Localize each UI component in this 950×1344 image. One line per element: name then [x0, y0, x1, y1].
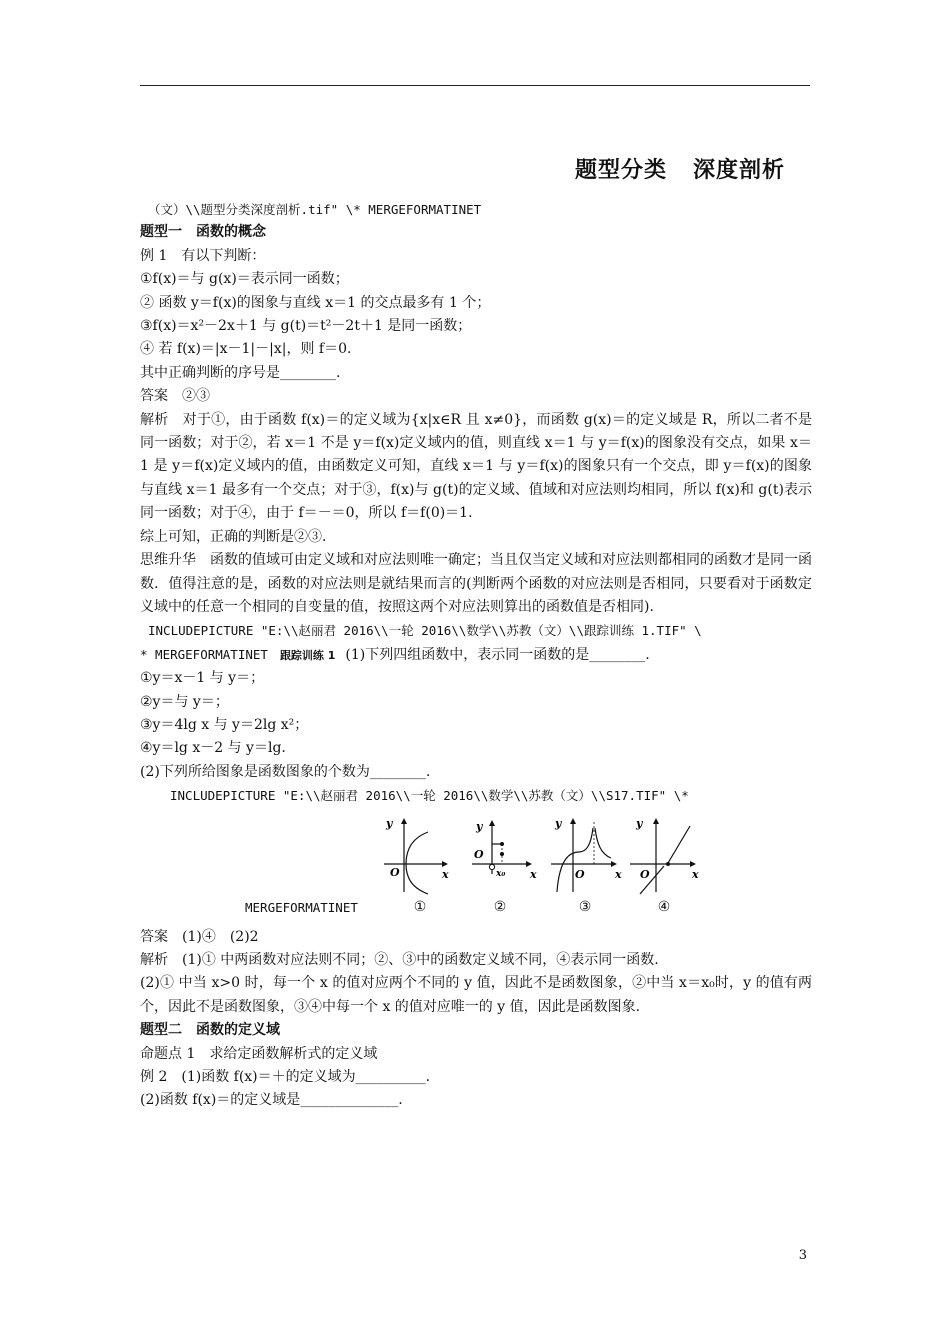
graph-2-caption: ②: [493, 898, 507, 915]
conclusion-1: 综上可知，正确的判断是②③.: [140, 528, 327, 545]
section-heading: [575, 153, 785, 184]
y-arrow-icon: [401, 818, 407, 824]
graph-3-svg: [545, 814, 625, 898]
answer-1: 答案 ②③: [140, 388, 210, 405]
x-label: x: [442, 867, 449, 881]
option-2: ②y＝与 y＝；: [140, 693, 229, 710]
x-arrow-icon: [442, 861, 448, 867]
statement-2: ② 函数 y＝f(x)的图象与直线 x＝1 的交点最多有 1 个；: [140, 294, 491, 311]
graph-2: [460, 814, 540, 918]
graph-3-caption: ③: [578, 898, 592, 915]
y-arrow-icon: [570, 818, 576, 824]
statement-4: ④ 若 f(x)＝|x－1|－|x|，则 f＝0.: [140, 341, 352, 358]
includepicture-line-2: INCLUDEPICTURE "E:\\赵丽君 2016\\一轮 2016\\数学\\苏教（文）\\S17.TIF" \*: [170, 788, 689, 804]
example-2-q1: 例 2 (1)函数 f(x)＝＋的定义域为__________.: [140, 1069, 431, 1085]
x-arrow-icon: [690, 861, 696, 867]
y-label: y: [386, 816, 393, 830]
x-arrow-icon: [526, 861, 532, 867]
option-1: ①y＝x－1 与 y＝；: [140, 670, 265, 687]
option-4: ④y＝lg x－2 与 y＝lg.: [140, 740, 286, 757]
topic-point-1: 命题点 1 求给定函数解析式的定义域: [140, 1045, 378, 1062]
joint-point: [666, 862, 670, 866]
right-branch-curve: [595, 828, 611, 858]
mergeformat-label-2: MERGEFORMATINET: [245, 899, 358, 915]
example-2-q2: (2)函数 f(x)＝的定义域是______________.: [140, 1092, 403, 1109]
practice-question-1: (1)下列四组函数中，表示同一函数的是________.: [345, 646, 650, 663]
document-body: [140, 198, 812, 1113]
x-label: x: [692, 867, 699, 881]
section-title-1: 题型一 函数的概念: [140, 224, 266, 241]
analysis-2a: 解析 (1)① 中两函数对应法则不同；②、③中的函数定义域不同，④表示同一函数.: [140, 951, 659, 968]
page-number: 3: [798, 1248, 807, 1263]
practice-question-2: (2)下列所给图象是函数图象的个数为________.: [140, 763, 431, 780]
example-1-intro: 例 1 有以下判断：: [140, 247, 266, 264]
field-code-line: （文）\\题型分类深度剖析.tif" \* MERGEFORMATINET: [148, 202, 482, 217]
analysis-1: 解析 对于①，由于函数 f(x)＝的定义域为{x|x∈R 且 x≠0}，而函数 g(x)＝的定义域是 R，所以二者不是同一函数；对于②，若 x＝1 不是 y＝f(x)定义域内的值，则直线 x＝1 与 y＝f(x)的图象没有交点，如果 x＝1 是 y＝f(x)定义域内的值，由函数定义可知，直线 x＝1 与 y＝f(x)的图象只有一个交点，即 y＝f(x)的图象与直线 x＝1 最多有一个交点；对于③，f(x)与 g(t)的定义域、值域和对应法则均相同，所以 f(x)和 g(t)表示同一函数；对于④，由于 f＝－＝0，所以 f＝f(0)＝1.: [140, 411, 812, 522]
graph-4-svg: [624, 814, 704, 898]
graph-3: [545, 814, 625, 918]
y-label: y: [555, 816, 562, 830]
graph-1: [380, 814, 460, 918]
origin-label: O: [575, 867, 585, 881]
graph-1-svg: [380, 814, 460, 898]
answer-2: 答案 (1)④ (2)2: [140, 928, 259, 945]
practice-badge: 跟踪训练 1: [279, 648, 336, 662]
insight-paragraph: 思维升华 函数的值域可由定义域和对应法则唯一确定；当且仅当定义域和对应法则都相同的函数才是同一函数．值得注意的是，函数的对应法则是就结果而言的(判断两个函数的对应法则是否相同，只要看对于函数定义域中的任意一个相同的自变量的值，按照这两个对应法则算出的函数值是否相同).: [140, 552, 812, 615]
x-arrow-icon: [611, 861, 617, 867]
y-label: y: [636, 816, 643, 830]
y-arrow-icon: [489, 820, 495, 826]
statement-3: ③f(x)＝x²－2x＋1 与 g(t)＝t²－2t＋1 是同一函数；: [140, 318, 472, 335]
graph-4: [624, 814, 704, 918]
x0-label: x₀: [496, 868, 506, 879]
heading-part-2: 深度剖析: [692, 158, 785, 183]
option-3: ③y＝4lg x 与 y＝2lg x²；: [140, 716, 309, 733]
graphs-figure: [140, 808, 812, 926]
origin-label: O: [640, 867, 650, 881]
includepicture-line-1: INCLUDEPICTURE "E:\\赵丽君 2016\\一轮 2016\\数学\\苏教（文）\\跟踪训练 1.TIF" \: [148, 623, 702, 639]
graph-1-caption: ①: [413, 898, 427, 915]
graph-4-caption: ④: [657, 898, 671, 915]
section-title-2: 题型二 函数的定义域: [140, 1022, 280, 1039]
open-point: [489, 864, 494, 869]
practice-1-line: [140, 643, 812, 667]
mergeformat-label: * MERGEFORMATINET: [140, 646, 268, 662]
question-line: 其中正确判断的序号是________.: [140, 364, 341, 381]
y-label: y: [476, 819, 483, 833]
heading-part-1: 题型分类: [574, 158, 667, 183]
left-branch-curve: [557, 828, 593, 892]
analysis-2b: (2)① 中当 x>0 时，每一个 x 的值对应两个不同的 y 值，因此不是函数图象，②中当 x＝x₀时，y 的值有两个，因此不是函数图象，③④中每一个 x 的值对应唯一的 y 值，因此是函数图象.: [140, 975, 812, 1015]
statement-1: ①f(x)＝与 g(x)＝表示同一函数；: [140, 271, 349, 288]
x-label: x: [615, 867, 622, 881]
origin-label: O: [390, 865, 400, 879]
origin-label: O: [474, 847, 484, 861]
y-arrow-icon: [653, 818, 659, 824]
graph-2-svg: [460, 814, 540, 898]
sideways-parabola-curve: [406, 832, 428, 894]
x-label: x: [530, 867, 537, 881]
upper-line: [668, 826, 690, 863]
header-rule: [140, 85, 810, 86]
